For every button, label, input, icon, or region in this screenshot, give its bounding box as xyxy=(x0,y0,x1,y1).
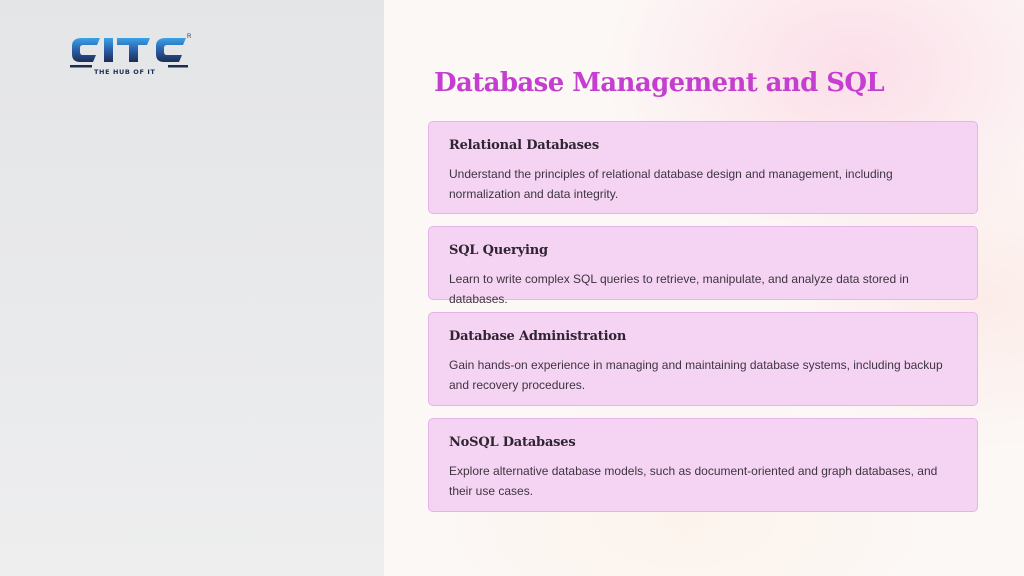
card-heading: NoSQL Databases xyxy=(449,435,576,450)
card-body: Explore alternative database models, such as document-oriented and graph databases, and their use cases. xyxy=(449,464,938,498)
card-body: Learn to write complex SQL queries to retrieve, manipulate, and analyze data stored in databases. xyxy=(449,272,909,306)
card-body: Gain hands-on experience in managing and maintaining database systems, including backup and recovery procedures. xyxy=(449,358,943,392)
card-heading: Relational Databases xyxy=(449,138,599,153)
citc-logo-mark xyxy=(68,34,192,68)
card-body: Understand the principles of relational database design and management, including normalization and data integrity. xyxy=(449,167,893,201)
card-nosql-databases xyxy=(428,418,978,512)
citc-logo xyxy=(68,34,198,78)
card-sql-querying xyxy=(428,226,978,306)
registered-mark: R xyxy=(187,34,192,40)
card-heading: SQL Querying xyxy=(449,243,548,258)
card-heading: Database Administration xyxy=(449,329,627,344)
card-relational-databases xyxy=(428,121,978,214)
page-title: Database Management and SQL xyxy=(434,68,885,98)
card-database-administration xyxy=(428,312,978,406)
left-image-panel xyxy=(0,0,384,576)
logo-tagline: THE HUB OF IT xyxy=(94,68,156,76)
